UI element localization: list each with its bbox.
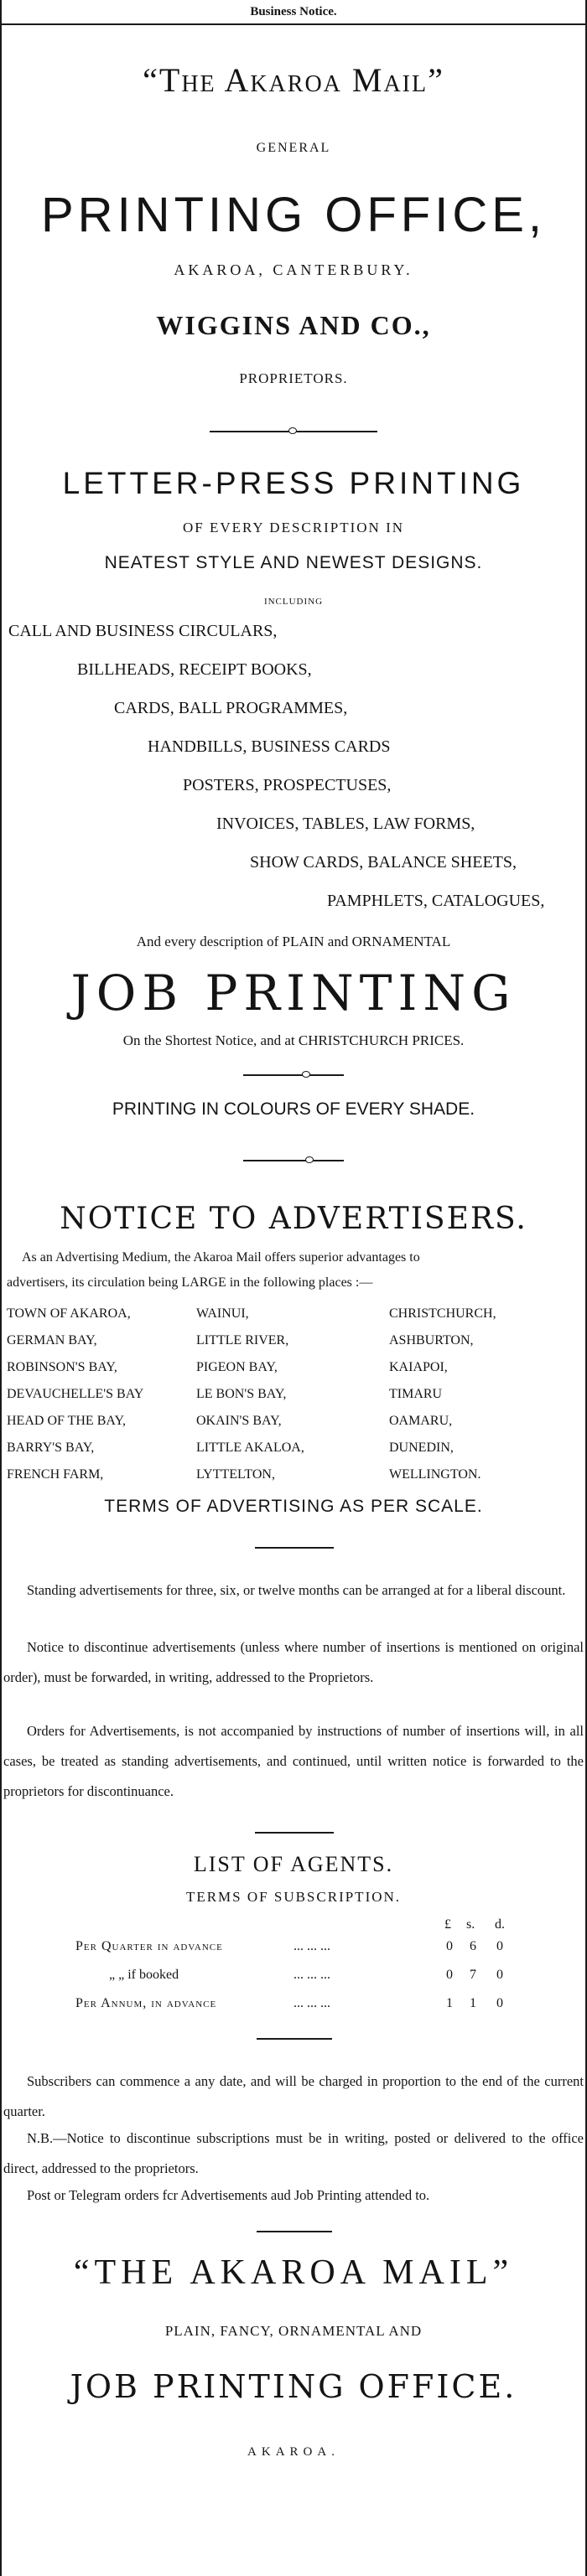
item-7: SHOW CARDS, BALANCE SHEETS, <box>250 853 517 872</box>
divider-2 <box>243 1074 344 1076</box>
place: TOWN OF AKAROA, <box>7 1306 131 1321</box>
masthead-location: AKAROA, CANTERBURY. <box>174 261 413 278</box>
divider-3 <box>243 1160 344 1161</box>
item-6: INVOICES, TABLES, LAW FORMS, <box>216 815 475 833</box>
place: TIMARU <box>389 1387 443 1401</box>
rate-pence: 0 <box>496 1968 503 1982</box>
place: LITTLE RIVER, <box>196 1333 289 1347</box>
para-orders: Orders for Advertisements, is not accompanied by instructions of number of insertions will, in all cases, be treated as standing advertisements, and continued, until written notice is forwarded to the proprietors for discontinuance. <box>3 1723 584 1799</box>
item-1: CALL AND BUSINESS CIRCULARS, <box>8 622 278 640</box>
advertisers-intro-1: As an Advertising Medium, the Akaroa Mail offers superior advantages to <box>22 1250 420 1265</box>
place: LYTTELTON, <box>196 1467 275 1482</box>
places-column-1 <box>7 1301 143 1488</box>
divider-7 <box>257 2231 332 2232</box>
para-nb: N.B.—Notice to discontinue subscriptions must be in writing, posted or delivered to the office direct, addressed to the proprietors. <box>3 2130 584 2176</box>
rate-pounds: 0 <box>446 1968 453 1982</box>
col-pence: d. <box>495 1917 505 1932</box>
place: DUNEDIN, <box>389 1441 454 1455</box>
rate-pence: 0 <box>496 1996 503 2010</box>
agents-terms: TERMS OF SUBSCRIPTION. <box>185 1889 402 1905</box>
letterpress-job: JOB PRINTING <box>70 965 517 1022</box>
place: OAMARU, <box>389 1414 453 1428</box>
col-shillings: s. <box>466 1917 475 1932</box>
masthead-office: PRINTING OFFICE, <box>41 188 546 242</box>
places-column-2 <box>196 1301 304 1488</box>
place: PIGEON BAY, <box>196 1360 278 1374</box>
rate-label: Per Quarter in advance <box>75 1939 223 1953</box>
masthead-paper: “The Akaroa Mail” <box>143 61 444 99</box>
rate-pence: 0 <box>496 1939 503 1953</box>
col-pound: £ <box>444 1917 451 1932</box>
rate-dots: ... ... ... <box>294 1968 330 1982</box>
rate-dots: ... ... ... <box>294 1996 330 2010</box>
letterpress-heading: LETTER-PRESS PRINTING <box>62 466 525 500</box>
advertisers-intro-2: advertisers, its circulation being LARGE in the following places :— <box>7 1275 373 1290</box>
rate-shillings: 6 <box>470 1939 476 1953</box>
divider-6 <box>257 2038 332 2040</box>
letterpress-every: And every description of PLAIN and ORNAMENTAL <box>136 934 451 949</box>
item-4: HANDBILLS, BUSINESS CARDS <box>148 737 391 756</box>
place: OKAIN'S BAY, <box>196 1414 282 1428</box>
item-8: PAMPHLETS, CATALOGUES, <box>327 892 545 910</box>
para-commence: Subscribers can commence a any date, and will be charged in proportion to the end of the current quarter. <box>3 2073 584 2119</box>
divider-5 <box>255 1832 334 1834</box>
rate-shillings: 1 <box>470 1996 476 2010</box>
letterpress-including: INCLUDING <box>263 597 324 607</box>
item-3: CARDS, BALL PROGRAMMES, <box>114 699 348 717</box>
footer-plain: PLAIN, FANCY, ORNAMENTAL AND <box>164 2323 423 2339</box>
masthead-role: PROPRIETORS. <box>239 370 348 386</box>
places-column-3 <box>389 1301 496 1488</box>
place: ROBINSON'S BAY, <box>7 1360 117 1374</box>
footer-job: JOB PRINTING OFFICE. <box>70 2368 517 2405</box>
rate-pounds: 0 <box>446 1939 453 1953</box>
rate-pounds: 1 <box>446 1996 453 2010</box>
place: BARRY'S BAY, <box>7 1441 95 1455</box>
divider-4 <box>255 1547 334 1549</box>
para-standing: Standing advertisements for three, six, or twelve months can be arranged at for a liberal discount. <box>27 1582 566 1598</box>
rate-shillings: 7 <box>470 1968 476 1982</box>
masthead-firm: WIGGINS AND CO., <box>156 310 431 340</box>
rate-dots: ... ... ... <box>294 1939 330 1953</box>
footer-paper: “THE AKAROA MAIL” <box>73 2253 514 2292</box>
item-2: BILLHEADS, RECEIPT BOOKS, <box>77 660 312 679</box>
divider-ornament-3 <box>305 1156 314 1163</box>
letterpress-notice: On the Shortest Notice, and at CHRISTCHURCH PRICES. <box>122 1032 465 1048</box>
colours-text: PRINTING IN COLOURS OF EVERY SHADE. <box>112 1099 475 1119</box>
rate-label: „ „ if booked <box>109 1968 179 1982</box>
masthead-general: GENERAL <box>256 141 331 155</box>
place: HEAD OF THE BAY, <box>7 1414 126 1428</box>
place: GERMAN BAY, <box>7 1333 97 1347</box>
para-post: Post or Telegram orders fcr Advertisements aud Job Printing attended to. <box>27 2187 430 2203</box>
header-title: Business Notice. <box>0 0 587 25</box>
letterpress-designs: NEATEST STYLE AND NEWEST DESIGNS. <box>104 553 483 572</box>
divider-ornament-1 <box>288 427 297 434</box>
para-discontinue: Notice to discontinue advertisements (unless where number of insertions is mentioned on original order), must be forwarded, in writing, addressed to the Proprietors. <box>3 1639 584 1685</box>
place: WELLINGTON. <box>389 1467 481 1482</box>
place: LE BON'S BAY, <box>196 1387 287 1401</box>
agents-heading: LIST OF AGENTS. <box>193 1852 394 1876</box>
footer-town: AKAROA. <box>247 2445 340 2459</box>
advertisers-heading: NOTICE TO ADVERTISERS. <box>60 1202 527 1236</box>
place: ASHBURTON, <box>389 1333 474 1347</box>
place: CHRISTCHURCH, <box>389 1306 496 1321</box>
place: KAIAPOI, <box>389 1360 448 1374</box>
divider-ornament-2 <box>302 1071 310 1078</box>
place: FRENCH FARM, <box>7 1467 104 1482</box>
advertisers-terms: TERMS OF ADVERTISING AS PER SCALE. <box>104 1497 483 1516</box>
item-5: POSTERS, PROSPECTUSES, <box>183 776 392 794</box>
place: DEVAUCHELLE'S BAY <box>7 1387 144 1401</box>
place: WAINUI, <box>196 1306 249 1321</box>
place: LITTLE AKALOA, <box>196 1441 304 1455</box>
letterpress-sub: OF EVERY DESCRIPTION IN <box>182 520 405 535</box>
rate-label: Per Annum, in advance <box>75 1996 217 2010</box>
